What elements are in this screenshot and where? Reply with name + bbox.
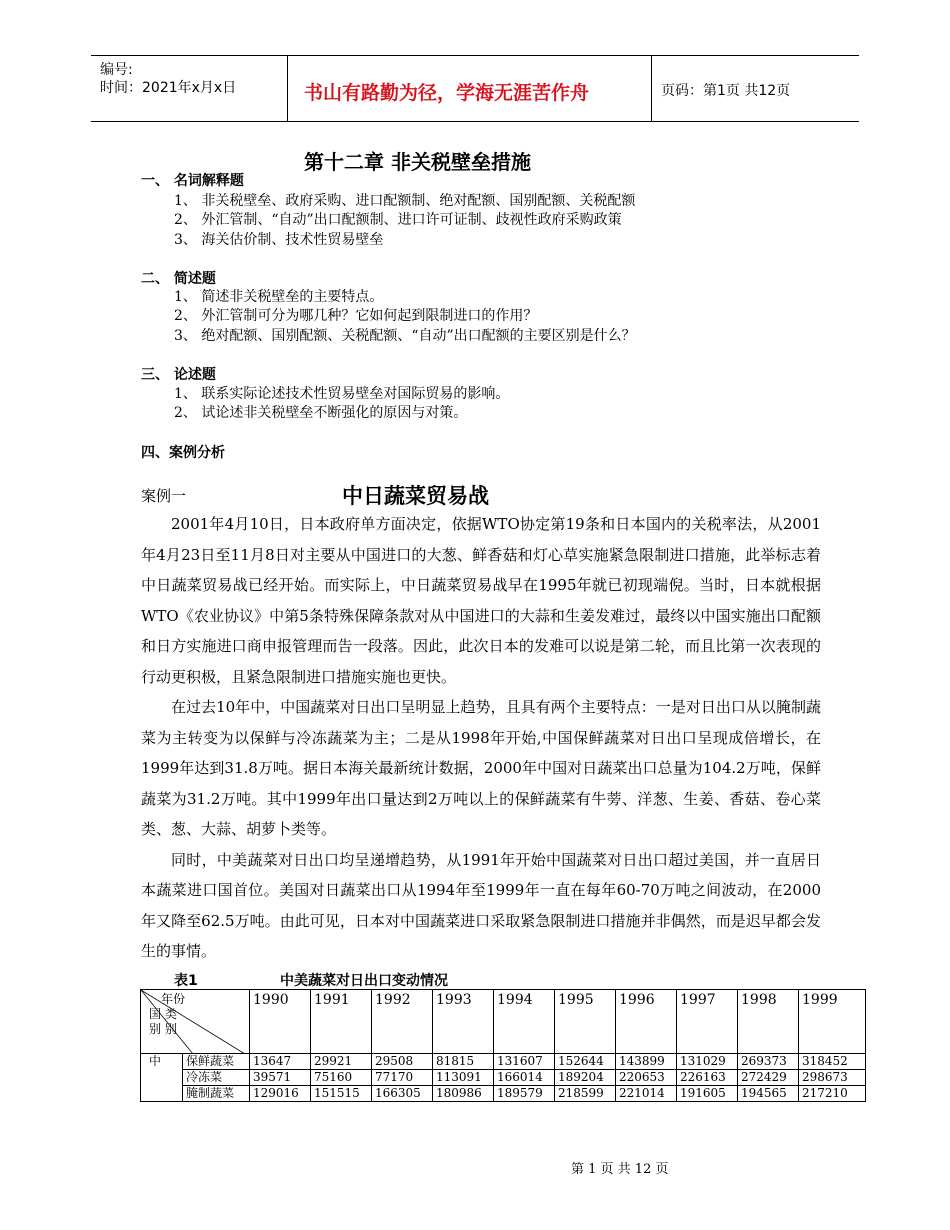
type-cell: 腌制蔬菜 [183,1086,250,1102]
value-cell: 129016 [250,1086,311,1102]
value-cell: 77170 [372,1070,433,1086]
section-heading: 一、 名词解释题 [141,173,244,189]
year-header: 1992 [372,990,433,1054]
year-header: 1990 [250,990,311,1054]
value-cell: 166305 [372,1086,433,1102]
section-heading: 二、 简述题 [141,271,216,287]
year-header: 1999 [799,990,866,1054]
page-footer: 第 1 页 共 12 页 [571,1162,669,1177]
value-cell: 29921 [311,1054,372,1070]
value-cell: 29508 [372,1054,433,1070]
value-cell: 220653 [616,1070,677,1086]
value-cell: 217210 [799,1086,866,1102]
case-paragraph: 2001年4月10日，日本政府单方面决定，依据WTO协定第19条和日本国内的关税率法，从2001年4月23日至11月8日对主要从中国进口的大葱、鲜香菇和灯心草实施紧急限制进口措施，此举标志着中日蔬菜贸易战已经开始。而实际上，中日蔬菜贸易战早在1995年就已初现端倪。当时，日本就根据WTO《农业协议》中第5条特殊保障条款对从中国进口的大蒜和生姜发难过，最终以中国实施出口配额和日方实施进口商申报管理而告一段落。因此，此次日本的发难可以说是第二轮，而且比第一次表现的行动更积极，且紧急限制进口措施实施也更快。 [141,515,821,686]
header-divider-left [287,55,288,122]
year-header: 1993 [433,990,494,1054]
value-cell: 272429 [738,1070,799,1086]
header-divider-right [651,55,652,122]
type-cell: 冷冻菜 [183,1070,250,1086]
case-paragraph: 同时，中美蔬菜对日出口均呈递增趋势，从1991年开始中国蔬菜对日出口超过美国，并一直居日本蔬菜进口国首位。美国对日蔬菜出口从1994年至1999年一直在每年60-70万吨之间波动，在2000年又降至62.5万吨。由此可见，日本对中国蔬菜进口采取紧急限制进口措施并非偶然，而是迟早都会发生的事情。 [141,850,821,960]
table-row [141,1070,866,1086]
value-cell: 221014 [616,1086,677,1102]
type-cell: 保鲜蔬菜 [183,1054,250,1070]
data-table [140,989,866,1102]
value-cell: 218599 [555,1086,616,1102]
value-cell: 189204 [555,1070,616,1086]
year-header: 1994 [494,990,555,1054]
table-row [141,1086,866,1102]
table-header-row [141,990,866,1054]
chapter-title: 第十二章 非关税壁垒措施 [304,150,531,174]
value-cell: 131607 [494,1054,555,1070]
header-top-rule [91,55,859,56]
table-row [141,1054,866,1070]
value-cell: 226163 [677,1070,738,1086]
case-title: 中日蔬菜贸易战 [342,484,489,508]
table-caption-number: 表1 [174,973,198,989]
year-header: 1995 [555,990,616,1054]
case-label: 案例一 [141,487,187,505]
table-corner-cell [141,990,250,1054]
corner-year-label: 年份 [161,992,186,1006]
year-header: 1997 [677,990,738,1054]
year-header: 1998 [738,990,799,1054]
case-paragraph: 在过去10年中，中国蔬菜对日出口呈明显上趋势，且具有两个主要特点：一是对日出口从以腌制蔬菜为主转变为以保鲜与冷冻蔬菜为主；二是从1998年开始,中国保鲜蔬菜对日出口呈现成倍增长，在1999年达到31.8万吨。据日本海关最新统计数据，2000年中国对日蔬菜出口总量为104.2万吨，保鲜蔬菜为31.2万吨。其中1999年出口量达到2万吨以上的保鲜蔬菜有牛蒡、洋葱、生姜、香菇、卷心菜类、葱、大蒜、胡萝卜类等。 [141,698,821,838]
list-item: 1、 联系实际论述技术性贸易壁垒对国际贸易的影响。 [174,386,510,402]
value-cell: 166014 [494,1070,555,1086]
value-cell: 180986 [433,1086,494,1102]
value-cell: 298673 [799,1070,866,1086]
value-cell: 131029 [677,1054,738,1070]
corner-bottom-label: 别 别 [149,1022,177,1036]
section-heading: 四、案例分析 [141,445,225,461]
header-page-label: 页码：第1页 共12页 [661,83,791,99]
value-cell: 143899 [616,1054,677,1070]
case-body [141,509,821,967]
value-cell: 194565 [738,1086,799,1102]
list-item: 1、 简述非关税壁垒的主要特点。 [174,289,384,305]
list-item: 2、 试论述非关税壁垒不断强化的原因与对策。 [174,405,468,421]
value-cell: 151515 [311,1086,372,1102]
header-time-label: 时间：2021年x月x日 [100,80,237,96]
value-cell: 152644 [555,1054,616,1070]
value-cell: 75160 [311,1070,372,1086]
header-number-label: 编号: [100,62,133,78]
header-bottom-rule [91,121,859,122]
list-item: 2、 外汇管制、“自动”出口配额制、进口许可证制、歧视性政府采购政策 [174,212,622,228]
year-header: 1996 [616,990,677,1054]
value-cell: 81815 [433,1054,494,1070]
value-cell: 189579 [494,1086,555,1102]
value-cell: 318452 [799,1054,866,1070]
year-header: 1991 [311,990,372,1054]
list-item: 2、 外汇管制可分为哪几种？它如何起到限制进口的作用？ [174,308,538,324]
value-cell: 39571 [250,1070,311,1086]
list-item: 3、 海关估价制、技术性贸易壁垒 [174,232,384,248]
list-item: 3、 绝对配额、国别配额、关税配额、“自动”出口配额的主要区别是什么？ [174,328,636,344]
section-heading: 三、 论述题 [141,367,216,383]
list-item: 1、 非关税壁垒、政府采购、进口配额制、绝对配额、国别配额、关税配额 [174,193,636,209]
header-motto: 书山有路勤为径，学海无涯苦作舟 [304,82,590,104]
value-cell: 13647 [250,1054,311,1070]
value-cell: 113091 [433,1070,494,1086]
value-cell: 269373 [738,1054,799,1070]
value-cell: 191605 [677,1086,738,1102]
corner-country-type-label: 国 类 [149,1007,177,1021]
table-caption-title: 中美蔬菜对日出口变动情况 [280,973,448,989]
country-cell: 中 [141,1054,183,1102]
